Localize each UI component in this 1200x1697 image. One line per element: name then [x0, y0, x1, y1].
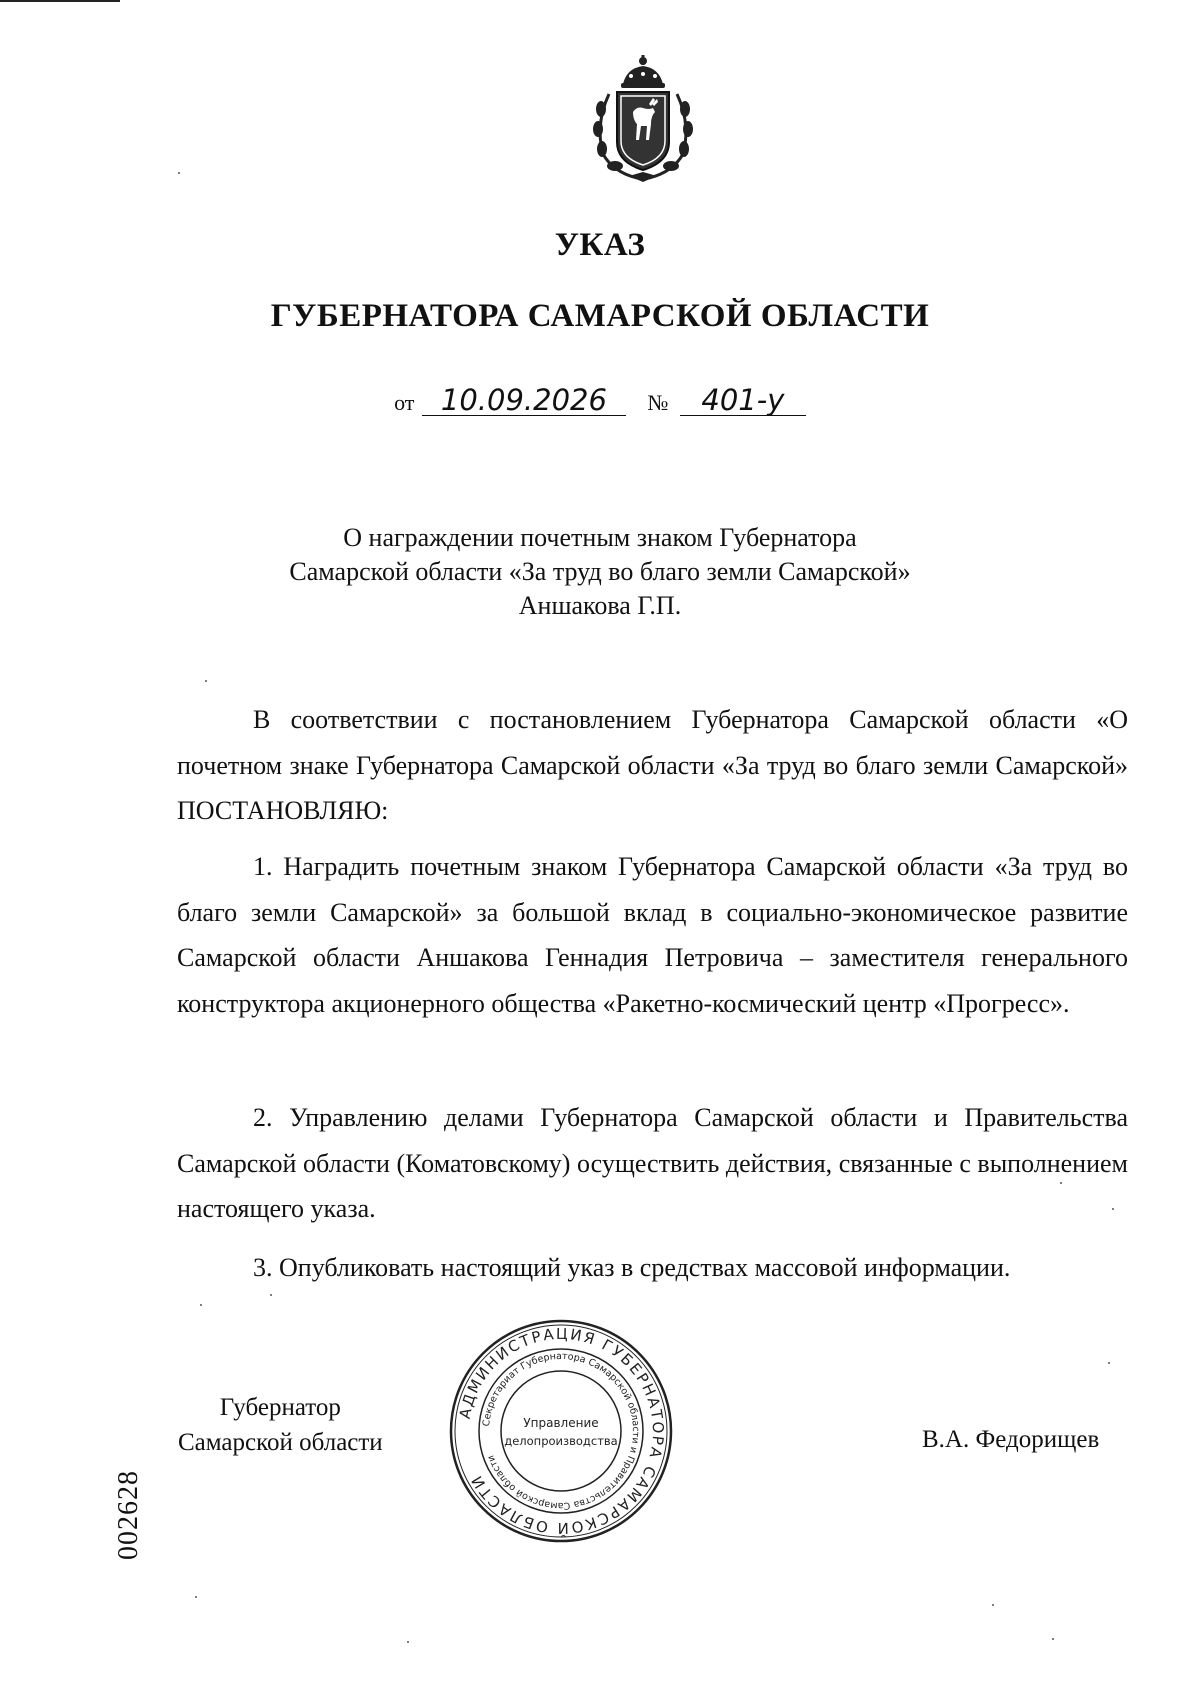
official-seal-stamp: [447, 1317, 675, 1545]
svg-text:Секретариат Губернатора Самарс: [481, 1351, 641, 1511]
signer-position-line: Самарской области: [178, 1429, 383, 1456]
seal-center-line: делопроизводства: [504, 1434, 618, 1448]
scan-speck: [205, 680, 207, 682]
scan-speck: [1060, 1182, 1062, 1184]
date-number-line: [0, 385, 1200, 416]
scan-speck: [407, 1641, 409, 1643]
decree-item-2: 2. Управлению делами Губернатора Самарской области и Правительства Самарской области (Коматовскому) осуществить действия, связанные с выполнением настоящего указа.: [177, 1103, 1128, 1223]
signer-position: [178, 1390, 383, 1460]
number-prefix: №: [647, 390, 669, 415]
issuer-title: ГУБЕРНАТОРА САМАРСКОЙ ОБЛАСТИ: [270, 298, 930, 334]
scan-speck: [1108, 1362, 1110, 1364]
subject-line: Аншакова Г.П.: [518, 591, 682, 620]
signer-name: В.А. Федорищев: [922, 1426, 1100, 1453]
crown-icon: [621, 55, 665, 88]
signer-position-line: Губернатор: [219, 1394, 341, 1421]
shield-icon: [617, 92, 669, 170]
decree-subject: [0, 521, 1200, 623]
scan-speck: [992, 1604, 994, 1606]
decree-item-1: 1. Наградить почетным знаком Губернатора Самарской области «За труд во благо земли Самарской» за большой вклад в социально-экономическое развитие Самарской области Аншакова Геннадия Петровича – заместителя генерального конструктора акционерного общества «Ракетно-космический центр «Прогресс».: [177, 852, 1128, 1018]
scan-speck: [1112, 1208, 1114, 1210]
seal-center-line: Управление: [523, 1416, 599, 1430]
coat-of-arms-emblem: [589, 54, 697, 184]
subject-line: Самарской области «За труд во благо земли Самарской»: [289, 557, 911, 586]
scan-edge-line: [0, 0, 120, 2]
subject-line: О награждении почетным знаком Губернатора: [343, 523, 857, 552]
scan-speck: [1052, 1638, 1054, 1640]
seal-inner-text: Секретариат Губернатора Самарской области и Правительства Самарской области: [481, 1350, 642, 1512]
handwritten-date: 10.09.2026: [422, 385, 626, 416]
scan-speck: [178, 172, 180, 174]
decree-title: УКАЗ: [554, 227, 646, 263]
intro-paragraph: В соответствии с постановлением Губернатора Самарской области «О почетном знаке Губернатора Самарской области «За труд во благо земли Самарской» ПОСТАНОВЛЯЮ:: [177, 705, 1128, 825]
scan-speck: [270, 1294, 272, 1296]
scan-speck: [200, 1304, 202, 1306]
scan-speck: [195, 1596, 197, 1598]
handwritten-number: 401-у: [680, 385, 806, 416]
decree-item-3: 3. Опубликовать настоящий указ в средствах массовой информации.: [253, 1253, 1011, 1282]
registration-number: 002628: [113, 1470, 144, 1560]
seal-outer-text: АДМИНИСТРАЦИЯ ГУБЕРНАТОРА САМАРСКОЙ ОБЛАСТИ: [455, 1324, 668, 1538]
date-prefix: от: [394, 390, 415, 415]
